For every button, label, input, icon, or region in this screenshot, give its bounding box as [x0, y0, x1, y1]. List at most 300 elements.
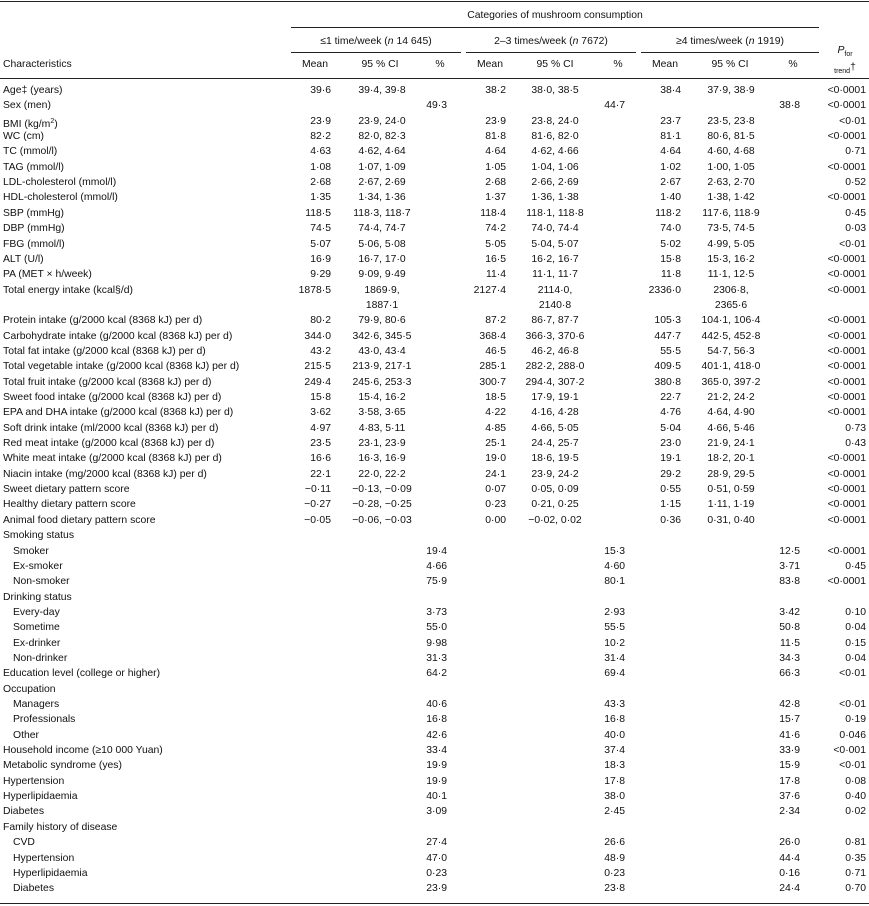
table-cell: 118·5 — [305, 207, 331, 219]
table-cell: 1878·5 — [298, 284, 331, 296]
table-row — [0, 698, 869, 713]
table-row — [0, 560, 869, 575]
p-trend-value: <0·0001 — [827, 85, 866, 96]
table-cell: 44·7 — [604, 100, 625, 112]
table-cell: 81·6, 82·0 — [531, 131, 579, 143]
table-cell: 37·6 — [779, 791, 800, 803]
table-cell: 74·5 — [310, 223, 331, 235]
table-cell: 74·0, 74·4 — [531, 223, 579, 235]
table-row — [0, 253, 869, 268]
table-cell: 19·9 — [426, 760, 447, 772]
table-cell: 16·9 — [310, 253, 331, 265]
table-cell: 37·9, 38·9 — [707, 85, 755, 96]
table-cell: 29·2 — [660, 468, 681, 480]
table-cell: 4·85 — [485, 422, 506, 434]
row-label: Carbohydrate intake (g/2000 kcal (8368 kJ) per d) — [3, 330, 233, 342]
table-cell: 24·4 — [779, 883, 800, 895]
p-trend-value: <0·0001 — [827, 330, 866, 342]
table-row — [0, 84, 869, 99]
row-label: Smoker — [13, 545, 49, 557]
row-label: LDL-cholesterol (mmol/l) — [3, 177, 117, 189]
table-cell: 4·66, 5·46 — [707, 422, 755, 434]
table-cell: 23·1, 23·9 — [358, 438, 406, 450]
table-cell: 366·3, 370·6 — [525, 330, 585, 342]
table-row — [0, 759, 869, 774]
row-label: WC (cm) — [3, 131, 44, 143]
table-cell: 37·4 — [604, 745, 625, 757]
p-trend-value: 0·19 — [845, 714, 866, 726]
top-rule — [0, 1, 869, 2]
table-row — [0, 406, 869, 421]
table-cell: 0·07 — [485, 484, 506, 496]
table-row — [0, 667, 869, 682]
p-trend-value: 0·04 — [845, 652, 866, 664]
table-cell: 31·3 — [426, 652, 447, 664]
table-cell: 55·5 — [604, 622, 625, 634]
p-trend-value: <0·0001 — [827, 161, 866, 173]
table-cell: 5·06, 5·08 — [358, 238, 406, 250]
table-cell: 23·5 — [310, 438, 331, 450]
table-cell: 2336·0 — [648, 284, 681, 296]
row-label: Hyperlipidaemia — [3, 791, 78, 803]
table-cell: 4·83, 5·11 — [358, 422, 406, 434]
table-cell: 74·2 — [485, 223, 506, 235]
table-cell: 34·3 — [779, 652, 800, 664]
table-row — [0, 775, 869, 790]
table-cell: 11·1, 11·7 — [532, 269, 578, 281]
row-label: DBP (mmHg) — [3, 223, 65, 235]
table-cell: 54·7, 56·3 — [707, 345, 755, 357]
table-cell: 15·8 — [310, 392, 331, 403]
table-cell: 83·8 — [779, 576, 800, 588]
table-cell: 16·7, 17·0 — [358, 253, 406, 265]
table-row — [0, 744, 869, 759]
table-row — [0, 606, 869, 621]
table-cell: −0·13, −0·09 — [352, 484, 412, 496]
table-cell: 0·00 — [485, 514, 506, 526]
p-trend-value: <0·0001 — [827, 576, 866, 588]
row-label: Age‡ (years) — [3, 85, 63, 96]
table-cell: 1·04, 1·06 — [531, 161, 579, 173]
table-row — [0, 821, 869, 836]
table-cell: 118·1, 118·8 — [526, 207, 584, 219]
table-row — [0, 805, 869, 820]
p-trend-value: <0·0001 — [827, 392, 866, 403]
p-trend-value: <0·0001 — [827, 192, 866, 204]
table-cell: 365·0, 397·2 — [701, 376, 761, 388]
p-trend-value: 0·10 — [845, 606, 866, 618]
row-label: Professionals — [13, 714, 76, 726]
row-label: Protein intake (g/2000 kcal (8368 kJ) per d) — [3, 315, 203, 327]
table-row — [0, 867, 869, 882]
p-trend-value: 0·73 — [845, 422, 866, 434]
bottom-rule — [0, 903, 869, 904]
group-rule-3 — [641, 52, 819, 53]
table-cell: 249·4 — [304, 376, 331, 388]
table-cell: 2·67, 2·69 — [358, 177, 406, 189]
table-row — [0, 729, 869, 744]
table-row — [0, 238, 869, 253]
table-cell: 23·9 — [426, 883, 447, 895]
table-cell: 23·9, 24·0 — [358, 115, 406, 127]
table-cell: 104·1, 106·4 — [701, 315, 761, 327]
table-cell: 4·16, 4·28 — [531, 407, 579, 419]
table-cell: 342·6, 345·5 — [352, 330, 412, 342]
table-cell: 2114·0, — [537, 284, 573, 296]
p-trend-heading: $P_{for}$ $_{trend}$† — [834, 45, 856, 75]
table-cell: 80·1 — [604, 576, 625, 588]
table-row — [0, 498, 869, 513]
p-trend-value: 0·04 — [845, 622, 866, 634]
row-label: Animal food dietary pattern score — [3, 514, 156, 526]
table-cell: 1·07, 1·09 — [358, 161, 406, 173]
p-trend-value: 0·15 — [845, 637, 866, 649]
row-label: Diabetes — [13, 883, 55, 895]
table-row — [0, 652, 869, 667]
p-trend-value: <0·0001 — [827, 131, 866, 143]
table-row — [0, 621, 869, 636]
table-row — [0, 468, 869, 483]
p-trend-value: 0·71 — [845, 867, 866, 879]
table-row — [0, 452, 869, 467]
row-label: Total energy intake (kcal§/d) — [3, 284, 133, 296]
table-cell: 300·7 — [479, 376, 506, 388]
table-cell: 401·1, 418·0 — [701, 361, 761, 373]
table-cell: 4·60, 4·68 — [707, 146, 755, 158]
table-cell: 5·04, 5·07 — [531, 238, 579, 250]
table-cell: 16·5 — [485, 253, 506, 265]
table-cell: 22·7 — [660, 392, 681, 403]
table-cell: 2306·8, — [713, 284, 749, 296]
table-cell: 0·23 — [426, 867, 447, 879]
mean-heading-1: Mean — [302, 59, 328, 70]
table-cell: 16·2, 16·7 — [531, 253, 579, 265]
table-row — [0, 422, 869, 437]
row-label: Hypertension — [13, 852, 75, 864]
table-cell: 0·51, 0·59 — [707, 484, 755, 496]
row-label: Non-drinker — [13, 652, 68, 664]
table-row — [0, 161, 869, 176]
table-cell: 1·02 — [660, 161, 681, 173]
table-cell: 5·02 — [660, 238, 681, 250]
table-cell: 2·68 — [310, 177, 331, 189]
table-cell: 4·76 — [660, 407, 681, 419]
table-cell: 15·8 — [660, 253, 681, 265]
table-row — [0, 191, 869, 206]
table-cell: 33·9 — [779, 745, 800, 757]
table-cell: 4·99, 5·05 — [707, 238, 755, 250]
table-cell: 24·1 — [485, 468, 506, 480]
row-label: Sweet dietary pattern score — [3, 484, 130, 496]
table-row — [0, 483, 869, 498]
table-cell: 1·40 — [660, 192, 681, 204]
table-cell: 64·2 — [426, 668, 447, 680]
table-cell: 21·2, 24·2 — [707, 392, 755, 403]
table-cell: 0·31, 0·40 — [707, 514, 755, 526]
table-row — [0, 545, 869, 560]
row-label: Niacin intake (mg/2000 kcal (8368 kJ) per d) — [3, 468, 207, 480]
table-cell: 409·5 — [654, 361, 681, 373]
table-cell: 1·37 — [485, 192, 506, 204]
table-cell: 2127·4 — [473, 284, 506, 296]
table-cell: 15·4, 16·2 — [358, 392, 406, 403]
table-cell: 15·3, 16·2 — [707, 253, 755, 265]
table-cell: 2365·6 — [714, 299, 748, 311]
table-cell: 118·2 — [655, 207, 681, 219]
p-trend-value: 0·71 — [845, 146, 866, 158]
table-cell: 442·5, 452·8 — [701, 330, 761, 342]
table-cell: 11·5 — [779, 637, 800, 649]
pct-heading-2: % — [613, 59, 623, 70]
table-cell: 5·07 — [310, 238, 331, 250]
table-cell: 16·8 — [426, 714, 447, 726]
table-cell: 50·8 — [779, 622, 800, 634]
table-cell: 285·1 — [479, 361, 506, 373]
p-trend-value: <0·0001 — [827, 284, 866, 296]
table-row — [0, 437, 869, 452]
row-label: White meat intake (g/2000 kcal (8368 kJ) per d) — [3, 453, 222, 465]
p-trend-value: <0·01 — [839, 699, 866, 710]
table-cell: 42·8 — [779, 699, 800, 710]
table-cell: 48·9 — [604, 852, 625, 864]
p-trend-value: <0·0001 — [827, 253, 866, 265]
spanner-heading: Categories of mushroom consumption — [467, 10, 643, 21]
table-cell: 0·21, 0·25 — [531, 499, 579, 511]
table-cell: 4·66, 5·05 — [531, 422, 579, 434]
table-cell: 87·2 — [485, 315, 506, 327]
table-cell: 42·6 — [426, 729, 447, 741]
table-cell: 17·8 — [779, 775, 800, 787]
table-cell: 5·05 — [485, 238, 506, 250]
table-cell: 69·4 — [604, 668, 625, 680]
row-label: Drinking status — [3, 591, 72, 603]
table-cell: 4·22 — [485, 407, 506, 419]
table-cell: 43·3 — [604, 699, 625, 710]
p-trend-value: <0·0001 — [827, 484, 866, 496]
table-cell: 18·2, 20·1 — [707, 453, 755, 465]
table-cell: 17·9, 19·1 — [531, 392, 579, 403]
table-cell: 15·3 — [604, 545, 625, 557]
p-trend-value: <0·0001 — [827, 361, 866, 373]
row-label: Total fruit intake (g/2000 kcal (8368 kJ) per d) — [3, 376, 212, 388]
table-cell: 2·66, 2·69 — [531, 177, 579, 189]
table-cell: −0·11 — [304, 484, 331, 496]
table-cell: 43·0, 43·4 — [358, 345, 406, 357]
table-cell: 4·62, 4·64 — [358, 146, 406, 158]
table-cell: 17·8 — [604, 775, 625, 787]
table-row — [0, 284, 869, 311]
table-cell: 0·23 — [604, 867, 625, 879]
table-row — [0, 514, 869, 529]
table-cell: 74·0 — [660, 223, 681, 235]
p-trend-value: <0·001 — [833, 745, 866, 757]
table-row — [0, 115, 869, 130]
p-trend-value: 0·08 — [845, 775, 866, 787]
table-row — [0, 145, 869, 160]
p-trend-value: <0·0001 — [827, 100, 866, 112]
table-cell: 25·1 — [485, 438, 506, 450]
table-cell: 38·4 — [660, 85, 681, 96]
table-row — [0, 882, 869, 897]
table-cell: 1887·1 — [365, 299, 399, 311]
table-cell: 1·38, 1·42 — [707, 192, 755, 204]
row-label: Soft drink intake (ml/2000 kcal (8368 kJ) per d) — [3, 422, 219, 434]
table-cell: 4·60 — [604, 560, 625, 572]
table-row — [0, 222, 869, 237]
table-cell: 16·3, 16·9 — [358, 453, 406, 465]
table-cell: 39·4, 39·8 — [358, 85, 406, 96]
row-label: FBG (mmol/l) — [3, 238, 65, 250]
table-cell: 41·6 — [779, 729, 800, 741]
p-trend-value: 0·45 — [845, 560, 866, 572]
p-trend-value: <0·01 — [839, 238, 866, 250]
table-cell: 294·4, 307·2 — [525, 376, 585, 388]
row-label: Smoking status — [3, 530, 75, 542]
table-cell: 23·9 — [485, 115, 506, 127]
table-cell: 82·2 — [310, 131, 331, 143]
row-label: Ex-smoker — [13, 560, 63, 572]
p-trend-value: <0·0001 — [827, 499, 866, 511]
table-cell: 49·3 — [426, 100, 447, 112]
p-trend-value: 0·45 — [845, 207, 866, 219]
row-label: Diabetes — [3, 806, 45, 818]
table-cell: 18·6, 19·5 — [531, 453, 579, 465]
table-cell: 11·8 — [660, 269, 681, 281]
p-trend-value: <0·0001 — [827, 453, 866, 465]
p-trend-value: <0·01 — [839, 668, 866, 680]
table-cell: 75·9 — [426, 576, 447, 588]
row-label: PA (MET × h/week) — [3, 269, 92, 281]
table-cell: 38·2 — [485, 85, 506, 96]
table-cell: 47·0 — [426, 852, 447, 864]
table-cell: 4·66 — [426, 560, 447, 572]
table-cell: 46·5 — [485, 345, 506, 357]
table-cell: 23·5, 23·8 — [707, 115, 755, 127]
table-cell: 9·29 — [310, 269, 331, 281]
table-cell: 1·05 — [485, 161, 506, 173]
table-cell: 23·8, 24·0 — [531, 115, 579, 127]
ci-heading-3: 95 % CI — [711, 59, 749, 70]
table-cell: 118·3, 118·7 — [353, 207, 411, 219]
p-trend-value: 0·40 — [845, 791, 866, 803]
table-cell: 38·8 — [779, 100, 800, 112]
row-label: Total vegetable intake (g/2000 kcal (8368 kJ) per d) — [3, 361, 240, 373]
table-cell: 117·6, 118·9 — [702, 207, 760, 219]
table-cell: 15·7 — [779, 714, 800, 726]
p-trend-value: <0·0001 — [827, 315, 866, 327]
table-cell: 23·7 — [660, 115, 681, 127]
table-row — [0, 591, 869, 606]
table-cell: 10·2 — [604, 637, 625, 649]
table-cell: 213·9, 217·1 — [352, 361, 412, 373]
row-label: Every-day — [13, 606, 60, 618]
p-trend-value: <0·0001 — [827, 468, 866, 480]
table-cell: 82·0, 82·3 — [358, 131, 406, 143]
table-cell: 282·2, 288·0 — [525, 361, 585, 373]
row-label: Total fat intake (g/2000 kcal (8368 kJ) per d) — [3, 345, 206, 357]
table-cell: 2·93 — [604, 606, 625, 618]
table-cell: 2140·8 — [538, 299, 572, 311]
table-cell: 2·34 — [779, 806, 800, 818]
table-cell: 4·62, 4·66 — [531, 146, 579, 158]
table-cell: 80·2 — [310, 315, 331, 327]
row-label: Sweet food intake (g/2000 kcal (8368 kJ) per d) — [3, 392, 222, 403]
table-cell: 23·9, 24·2 — [531, 468, 579, 480]
row-label: BMI $(kg/m^2)$ — [3, 117, 58, 130]
table-row — [0, 637, 869, 652]
table-cell: 368·4 — [479, 330, 506, 342]
ci-heading-2: 95 % CI — [536, 59, 574, 70]
row-label: Family history of disease — [3, 821, 118, 833]
table-cell: 3·71 — [779, 560, 800, 572]
table-cell: 105·3 — [654, 315, 681, 327]
table-cell: 118·4 — [480, 207, 506, 219]
table-cell: 215·5 — [304, 361, 331, 373]
row-label: Other — [13, 729, 39, 741]
table-cell: 9·09, 9·49 — [358, 269, 406, 281]
table-cell: 40·0 — [604, 729, 625, 741]
header-bottom-rule — [0, 78, 869, 79]
table-cell: 22·0, 22·2 — [358, 468, 406, 480]
table-cell: 55·0 — [426, 622, 447, 634]
pct-heading-1: % — [435, 59, 445, 70]
table-cell: 11·1, 12·5 — [707, 269, 755, 281]
table-row — [0, 683, 869, 698]
table-cell: 9·98 — [426, 637, 447, 649]
pct-heading-3: % — [788, 59, 798, 70]
row-label: Sometime — [13, 622, 60, 634]
row-label: Hyperlipidaemia — [13, 867, 88, 879]
row-label: EPA and DHA intake (g/2000 kcal (8368 kJ) per d) — [3, 407, 234, 419]
table-cell: 245·6, 253·3 — [352, 376, 412, 388]
row-label: Metabolic syndrome (yes) — [3, 760, 122, 772]
table-cell: 79·9, 80·6 — [358, 315, 406, 327]
row-label: TAG (mmol/l) — [3, 161, 64, 173]
table-cell: 1869·9, — [364, 284, 400, 296]
table-row — [0, 176, 869, 191]
ci-heading-1: 95 % CI — [361, 59, 399, 70]
row-label: Ex-drinker — [13, 637, 61, 649]
table-cell: 3·58, 3·65 — [358, 407, 406, 419]
table-cell: 2·45 — [604, 806, 625, 818]
table-row — [0, 345, 869, 360]
table-cell: 26·0 — [779, 837, 800, 849]
table-cell: 21·9, 24·1 — [707, 438, 755, 450]
table-cell: 1·36, 1·38 — [531, 192, 579, 204]
mean-heading-3: Mean — [652, 59, 678, 70]
p-trend-value: 0·02 — [845, 806, 866, 818]
row-label: TC (mmol/l) — [3, 146, 58, 158]
p-trend-value: 0·046 — [839, 729, 866, 741]
table-cell: 23·9 — [310, 115, 331, 127]
table-cell: 18·3 — [604, 760, 625, 772]
table-cell: 4·64, 4·90 — [707, 407, 755, 419]
table-cell: 0·23 — [485, 499, 506, 511]
spanner-rule — [291, 27, 819, 28]
p-trend-value: 0·81 — [845, 837, 866, 849]
p-trend-value: <0·0001 — [827, 545, 866, 557]
table-cell: 38·0, 38·5 — [531, 85, 579, 96]
table-cell: 43·2 — [310, 345, 331, 357]
table-cell: 3·62 — [310, 407, 331, 419]
table-cell: 2·63, 2·70 — [707, 177, 755, 189]
group-rule-1 — [291, 52, 461, 53]
p-trend-value: 0·70 — [845, 883, 866, 895]
table-cell: 0·55 — [660, 484, 681, 496]
row-label: Healthy dietary pattern score — [3, 499, 136, 511]
table-cell: 4·64 — [660, 146, 681, 158]
table-cell: 81·1 — [660, 131, 681, 143]
